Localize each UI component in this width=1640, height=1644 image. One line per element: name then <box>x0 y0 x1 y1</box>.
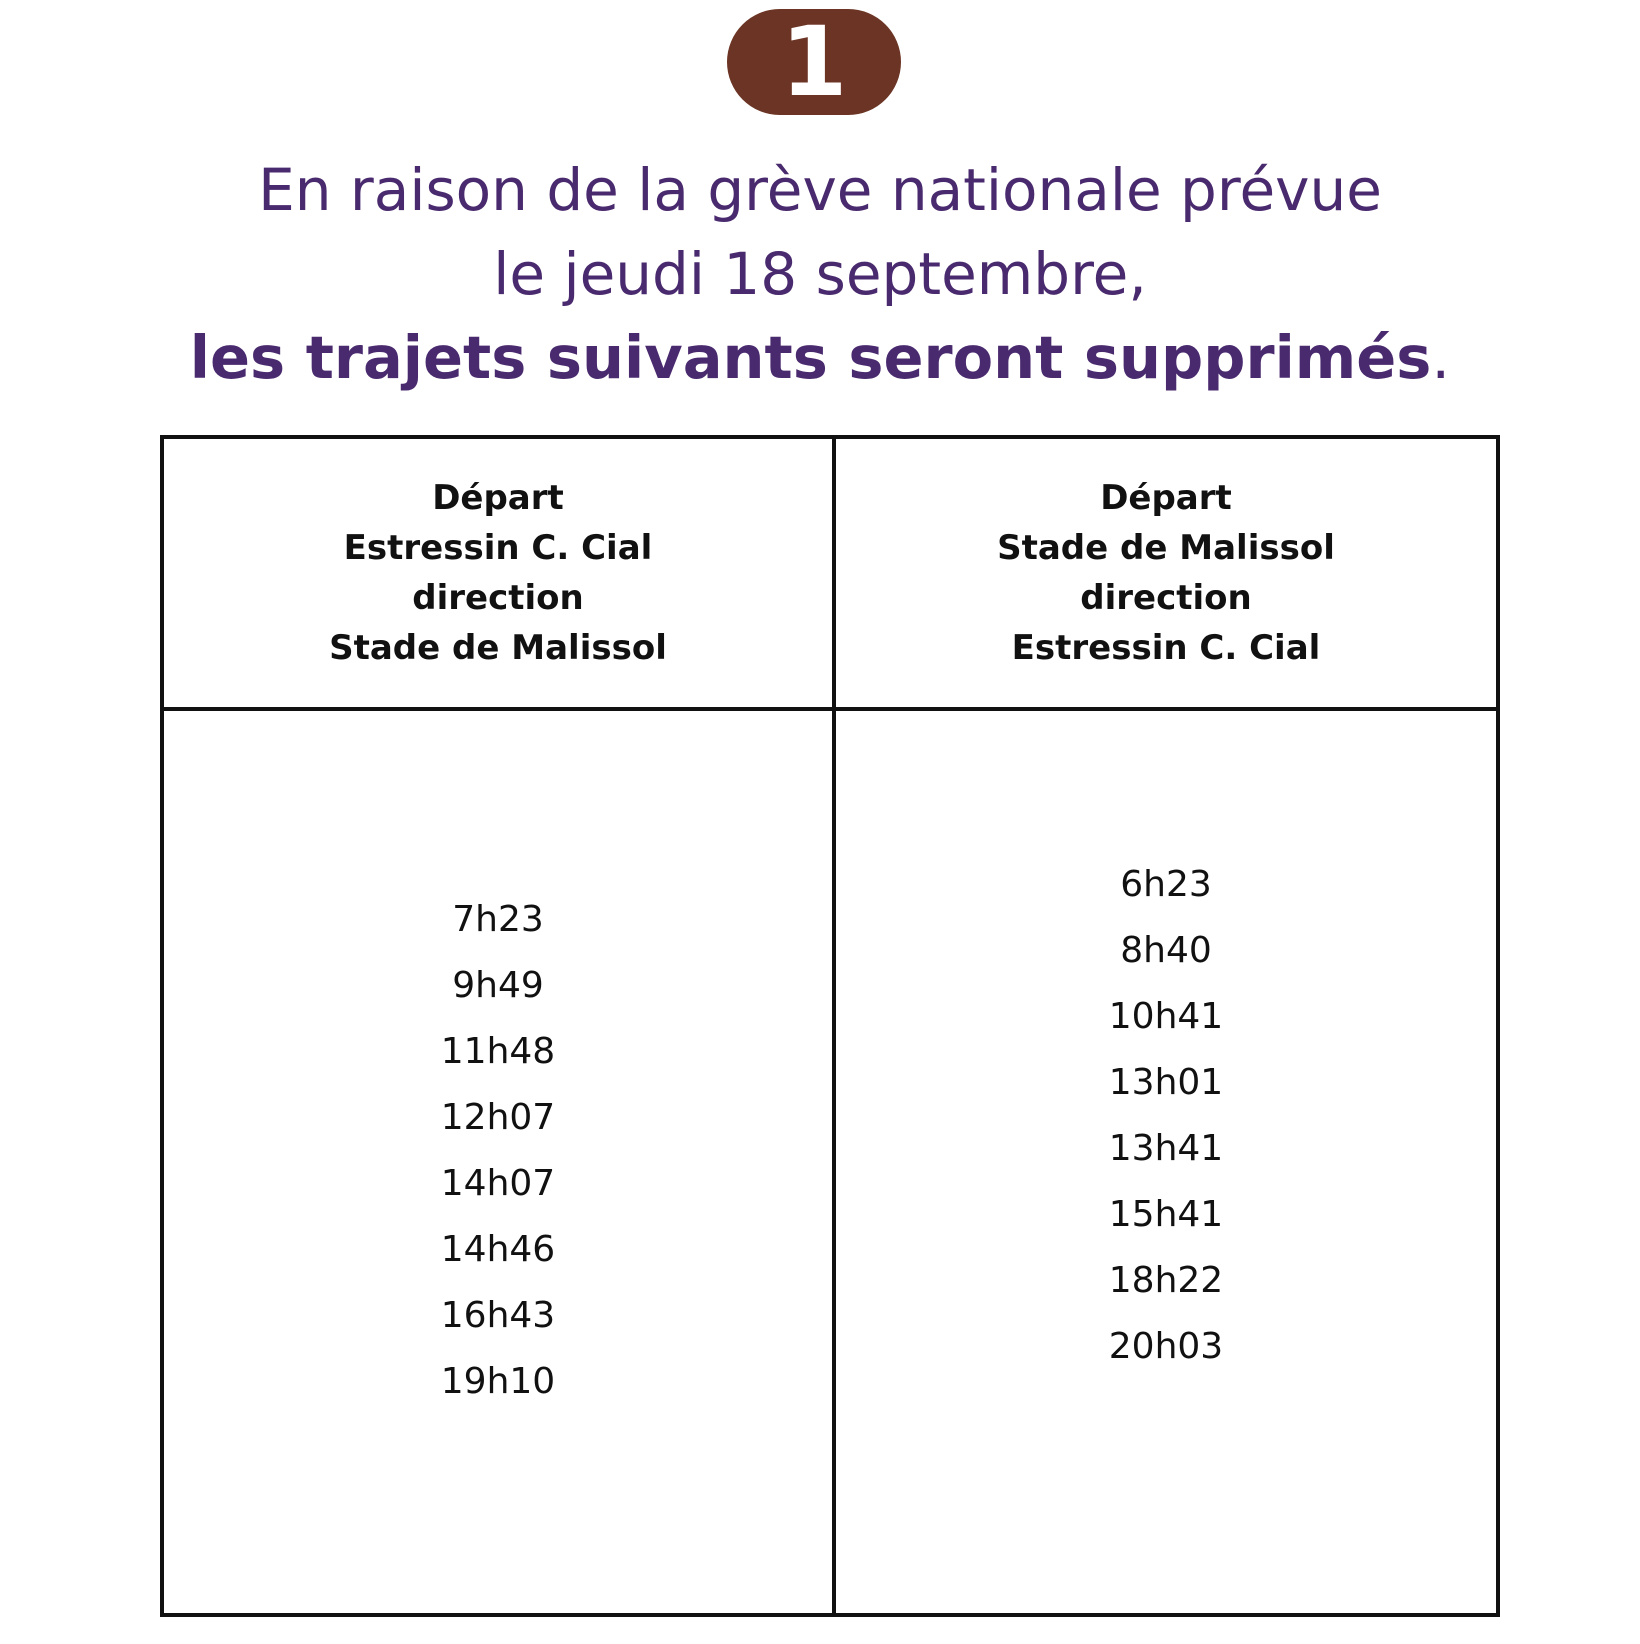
time-item: 13h41 <box>1108 1128 1224 1169</box>
time-item: 13h01 <box>1108 1062 1224 1103</box>
cancelled-trips-table <box>160 435 1500 1617</box>
column-header-left <box>164 439 832 707</box>
time-item: 9h49 <box>452 965 544 1006</box>
times-list-right <box>836 852 1496 1380</box>
time-item: 8h40 <box>1120 930 1212 971</box>
time-item: 19h10 <box>440 1361 556 1402</box>
headline-line-2: le jeudi 18 septembre, <box>493 240 1147 308</box>
headline-line-3 <box>0 316 1640 400</box>
time-item: 14h46 <box>440 1229 556 1270</box>
time-item: 10h41 <box>1108 996 1224 1037</box>
headline-period: . <box>1431 323 1451 392</box>
headline <box>0 148 1640 400</box>
header-line: Stade de Malissol <box>997 528 1335 568</box>
time-item: 12h07 <box>440 1097 556 1138</box>
header-line: direction <box>1080 578 1252 618</box>
header-line: Stade de Malissol <box>329 628 667 668</box>
time-item: 16h43 <box>440 1295 556 1336</box>
time-item: 15h41 <box>1108 1194 1224 1235</box>
header-line: Estressin C. Cial <box>1011 628 1321 668</box>
header-divider <box>164 707 1496 711</box>
header-line: Estressin C. Cial <box>343 528 653 568</box>
header-line: Départ <box>1100 478 1232 518</box>
time-item: 11h48 <box>440 1031 556 1072</box>
header-line: Départ <box>432 478 564 518</box>
time-item: 14h07 <box>440 1163 556 1204</box>
column-header-right <box>836 439 1496 707</box>
time-item: 20h03 <box>1108 1326 1224 1367</box>
headline-emphasis: les trajets suivants seront supprimés <box>189 323 1432 392</box>
time-item: 18h22 <box>1108 1260 1224 1301</box>
time-item: 6h23 <box>1120 864 1212 905</box>
time-item: 7h23 <box>452 899 544 940</box>
header-line: direction <box>412 578 584 618</box>
number-badge: 1 <box>727 9 901 115</box>
times-list-left <box>164 887 832 1415</box>
headline-line-1: En raison de la grève nationale prévue <box>258 156 1382 224</box>
